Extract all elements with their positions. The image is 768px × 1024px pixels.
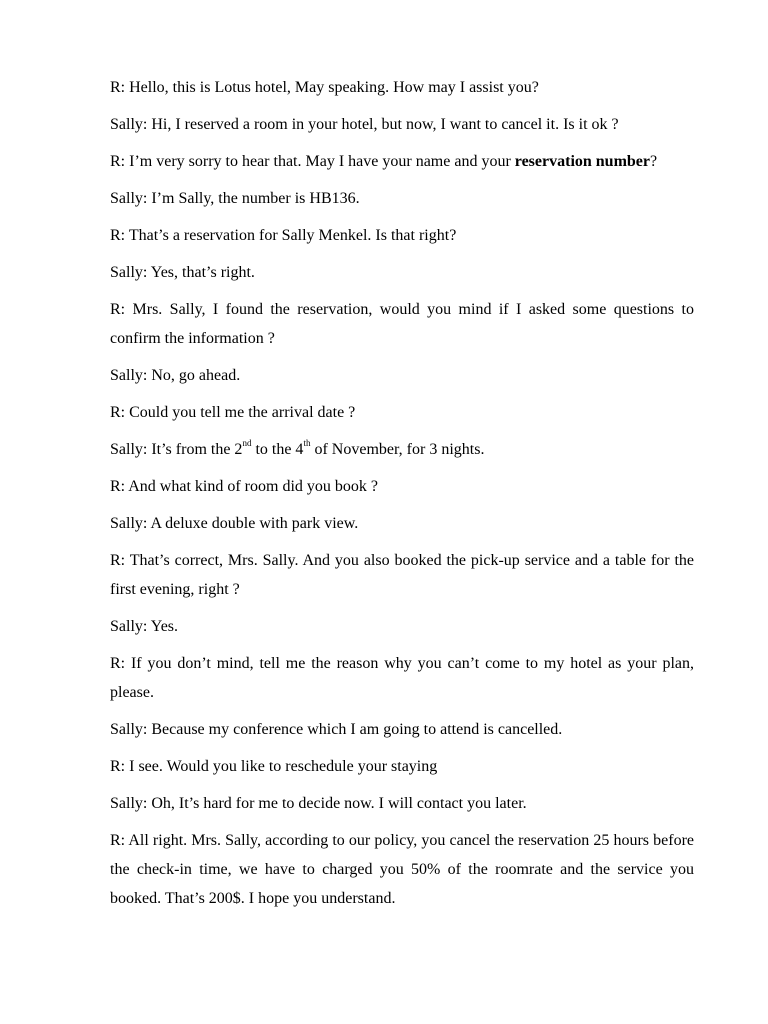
dialogue-line: Sally: No, go ahead. [110, 367, 241, 384]
dialogue-page [110, 73, 694, 921]
dialogue-text: to the 4 [251, 441, 304, 458]
dialogue-line: R: I see. Would you like to reschedule your staying [110, 758, 438, 775]
dialogue-text: of November, for 3 nights. [310, 441, 485, 458]
dialogue-line: Sally: Hi, I reserved a room in your hotel, but now, I want to cancel it. Is it ok ? [110, 116, 619, 133]
dialogue-line: Sally: Yes, that’s right. [110, 264, 255, 281]
dialogue-line: R: And what kind of room did you book ? [110, 478, 378, 495]
dialogue-line: Sally: A deluxe double with park view. [110, 515, 359, 532]
dialogue-line: R: If you don’t mind, tell me the reason why you can’t come to my hotel as your plan, please. [110, 655, 694, 701]
dialogue-line: R: All right. Mrs. Sally, according to our policy, you cancel the reservation 25 hours before the check-in time, we have to charged you 50% of the roomrate and the service you booked. That’s 200$. I hope you understand. [110, 832, 694, 907]
dialogue-line: R: Hello, this is Lotus hotel, May speaking. How may I assist you? [110, 79, 539, 96]
dialogue-line: R: Mrs. Sally, I found the reservation, would you mind if I asked some questions to confirm the information ? [110, 301, 694, 347]
dialogue-line: R: Could you tell me the arrival date ? [110, 404, 356, 421]
dialogue-text: Sally: It’s from the 2 [110, 441, 243, 458]
dialogue-line: Sally: Yes. [110, 618, 179, 635]
dialogue-line [110, 435, 694, 464]
dialogue-line: R: That’s a reservation for Sally Menkel. Is that right? [110, 227, 457, 244]
dialogue-text: ? [650, 153, 658, 170]
dialogue-line: Sally: I’m Sally, the number is HB136. [110, 190, 360, 207]
reservation-number-emphasis: reservation number [514, 153, 651, 170]
dialogue-line [110, 147, 694, 176]
ordinal-superscript: th [303, 437, 311, 448]
dialogue-text: R: I’m very sorry to hear that. May I have your name and your [110, 153, 515, 170]
ordinal-superscript: nd [242, 437, 252, 448]
dialogue-line: R: That’s correct, Mrs. Sally. And you also booked the pick-up service and a table for the first evening, right ? [110, 552, 694, 598]
dialogue-line: Sally: Because my conference which I am going to attend is cancelled. [110, 721, 563, 738]
dialogue-line: Sally: Oh, It’s hard for me to decide now. I will contact you later. [110, 795, 527, 812]
